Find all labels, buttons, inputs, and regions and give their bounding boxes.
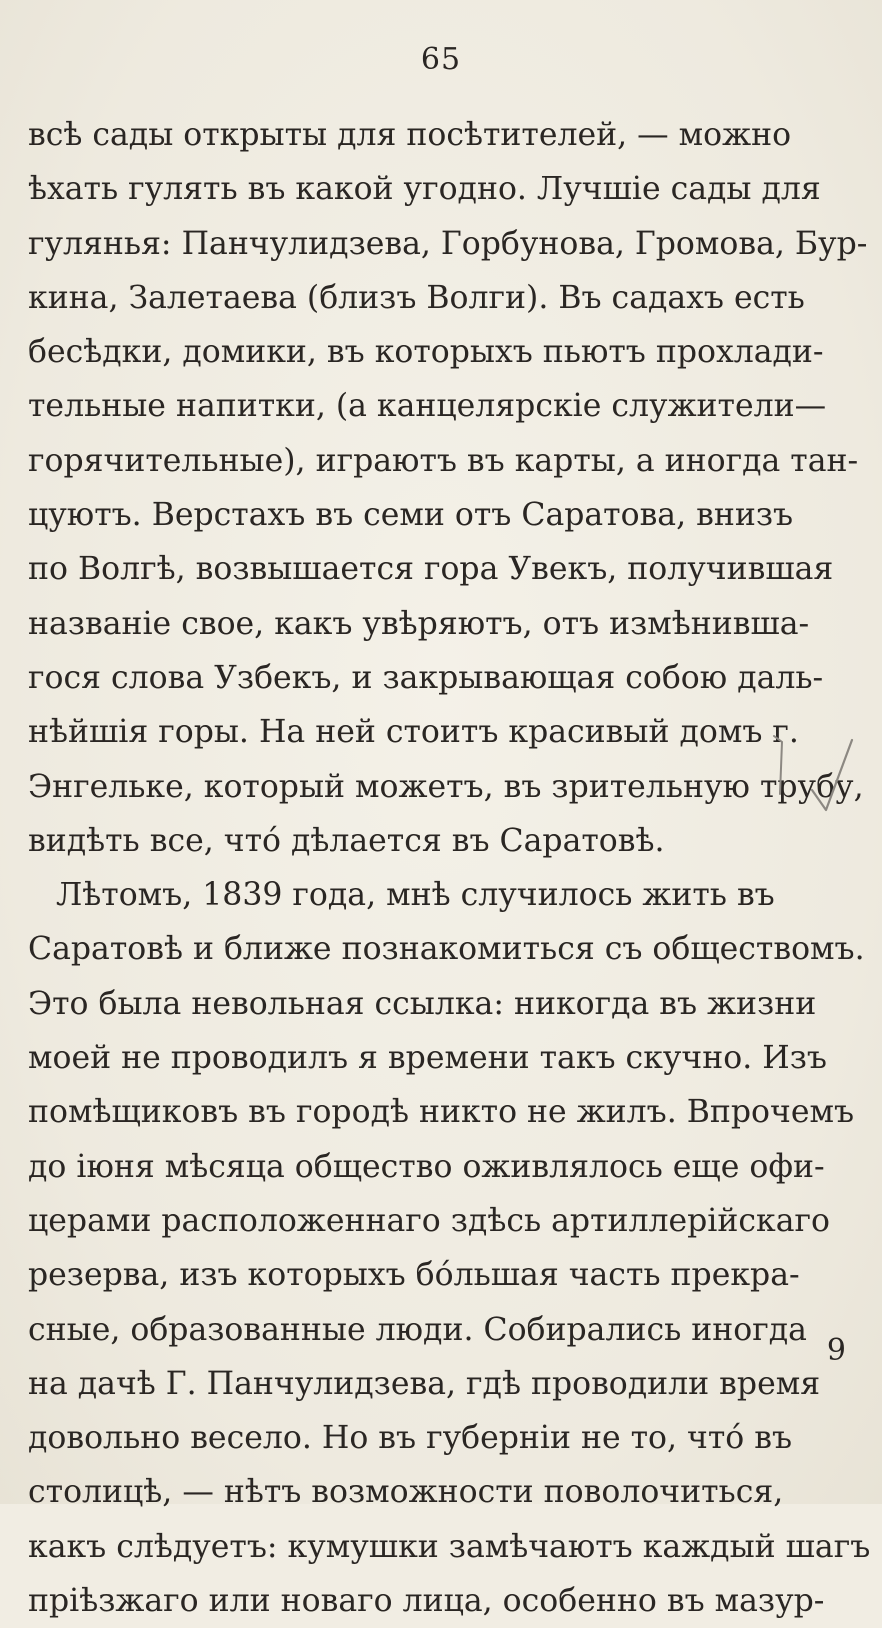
text-line: Саратовѣ и ближе познакомиться съ обществомъ.: [28, 931, 865, 968]
text-line: Энгельке, который можетъ, въ зрительную трубу,: [28, 768, 864, 805]
body-text: [28, 108, 871, 1628]
text-line: ѣхать гулять въ какой угодно. Лучшіе сады для: [28, 171, 821, 208]
text-line: бесѣдки, домики, въ которыхъ пьютъ прохлади-: [28, 334, 824, 371]
text-line: Это была невольная ссылка: никогда въ жизни: [28, 985, 817, 1022]
text-line: горячительные), играютъ въ карты, а иногда тан-: [28, 442, 859, 479]
signature-mark: 9: [826, 1333, 846, 1368]
text-line: названіе свое, какъ увѣряютъ, отъ измѣнивша-: [28, 605, 810, 642]
text-line: помѣщиковъ въ городѣ никто не жилъ. Впрочемъ: [28, 1094, 855, 1131]
text-line: пріѣзжаго или новаго лица, особенно въ мазур-: [28, 1583, 825, 1620]
text-line: столицѣ, — нѣтъ возможности поволочиться,: [28, 1474, 784, 1511]
text-line: моей не проводилъ я времени такъ скучно. Изъ: [28, 1040, 827, 1077]
text-line: гулянья: Панчулидзева, Горбунова, Громова, Бур-: [28, 225, 868, 262]
text-line: нѣйшія горы. На ней стоитъ красивый домъ г.: [28, 714, 799, 751]
text-line: до іюня мѣсяца общество оживлялось еще офи-: [28, 1148, 825, 1185]
text-line: тельные напитки, (а канцелярскіе служители—: [28, 388, 827, 425]
text-line: Лѣтомъ, 1839 года, мнѣ случилось жить въ: [56, 877, 775, 914]
text-line: всѣ сады открыты для посѣтителей, — можно: [28, 117, 792, 153]
text-line: на дачѣ Г. Панчулидзева, гдѣ проводили время: [28, 1365, 821, 1402]
text-line: кина, Залетаева (близъ Волги). Въ садахъ есть: [28, 279, 805, 316]
text-line: по Волгѣ, возвышается гора Увекъ, получившая: [28, 551, 834, 588]
text-line: какъ слѣдуетъ: кумушки замѣчаютъ каждый шагъ: [28, 1528, 871, 1565]
pencil-check-mark-icon: [768, 724, 882, 824]
text-line: довольно весело. Но въ губерніи не то, что́ въ: [28, 1420, 793, 1457]
text-line: сные, образованные люди. Собирались иногда: [28, 1311, 807, 1348]
text-line: резерва, изъ которыхъ бо́льшая часть прекра-: [28, 1257, 800, 1294]
text-line: церами расположеннаго здѣсь артиллерійскаго: [28, 1202, 830, 1239]
text-line: цуютъ. Верстахъ въ семи отъ Саратова, внизъ: [28, 497, 794, 534]
text-line: видѣть все, что́ дѣлается въ Саратовѣ.: [28, 822, 665, 859]
page-number: 65: [420, 42, 462, 77]
text-line: гося слова Узбекъ, и закрывающая собою даль-: [28, 659, 824, 696]
